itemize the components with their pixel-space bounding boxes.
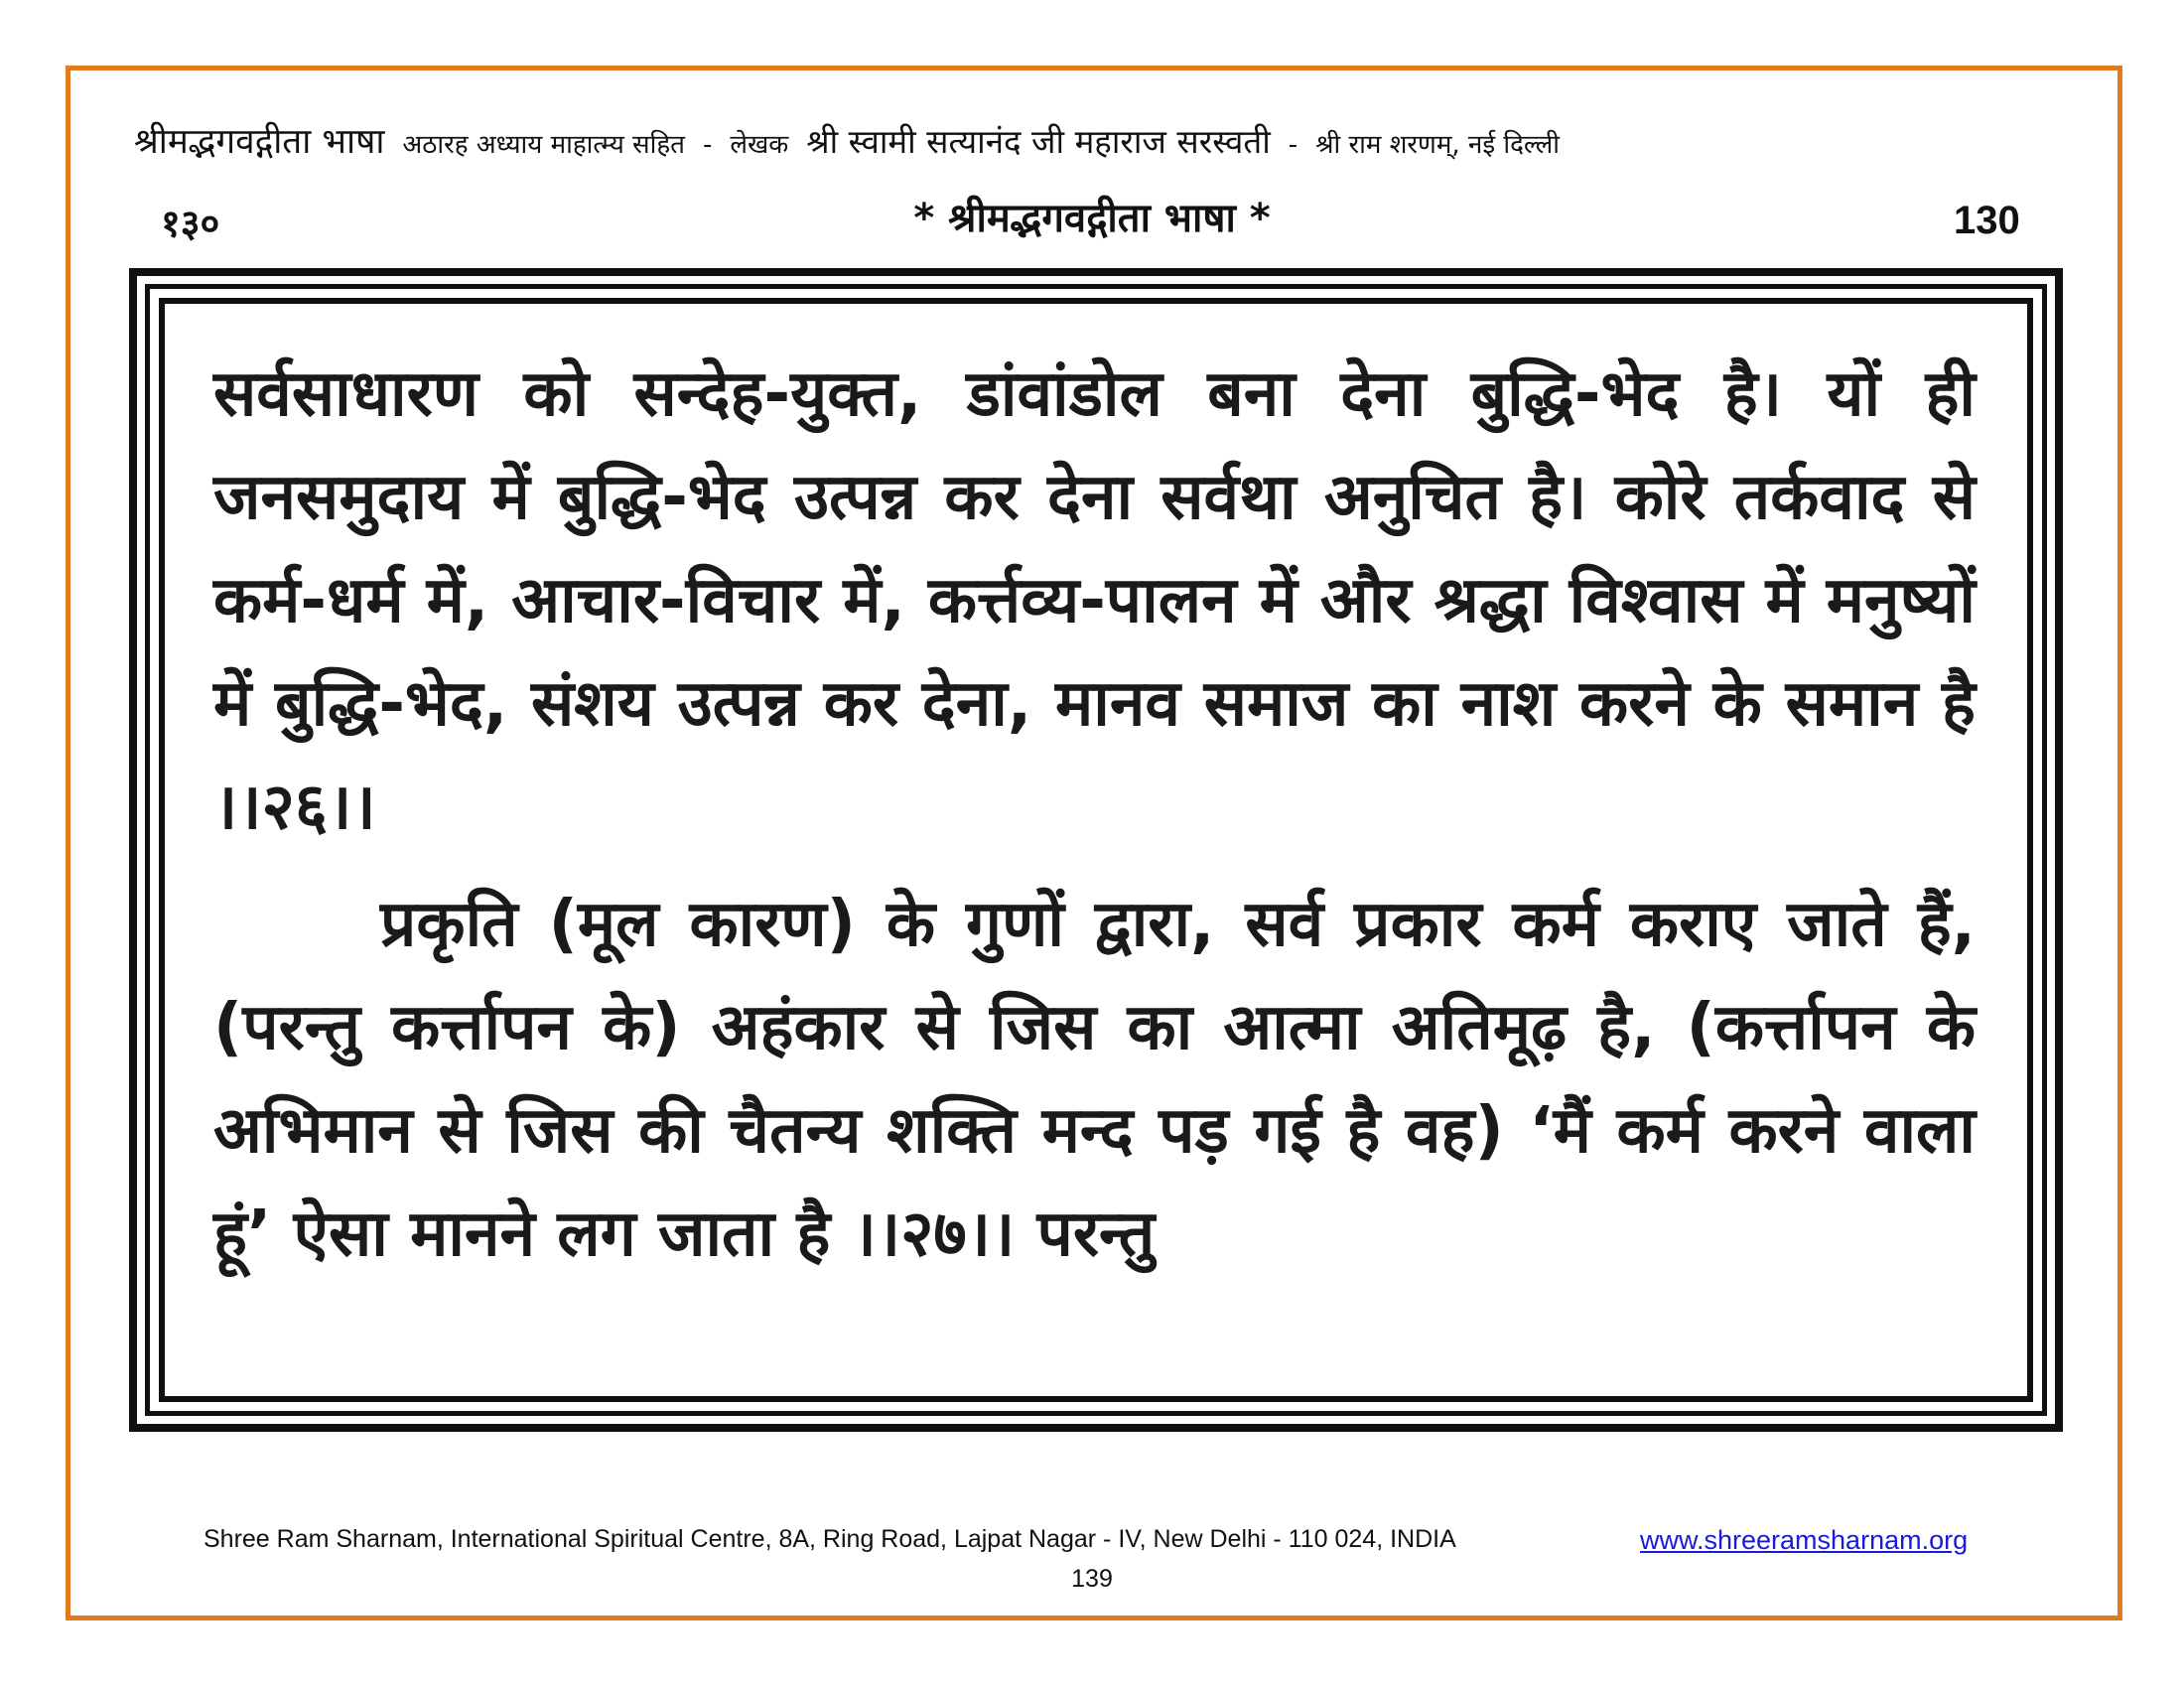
paragraph-verse-26: सर्वसाधारण को सन्देह-युक्त, डांवांडोल बना देना बुद्धि-भेद है। यों ही जनसमुदाय में बुद्धि-भेद उत्पन्न कर देना सर्वथा अनुचित है। कोरे तर्कवाद से कर्म-धर्म में, आचार-विचार में, कर्त्तव्य-पालन में और श्रद्धा विश्वास में मनुष्यों में बुद्धि-भेद, संशय उत्पन्न कर देना, मानव समाज का नाश करने के समान है ।।२६।।: [213, 357, 1976, 844]
website-link[interactable]: www.shreeramsharnam.org: [1640, 1525, 1969, 1555]
right-page-number: 130: [1954, 199, 2020, 242]
header-subtitle: अठारह अध्याय माहात्म्य सहित: [402, 130, 685, 160]
left-page-number: १३०: [161, 202, 220, 245]
paragraph-verse-27: प्रकृति (मूल कारण) के गुणों द्वारा, सर्व प्रकार कर्म कराए जाते हैं, (परन्तु कर्त्तापन के) अहंकार से जिस का आत्मा अतिमूढ़ है, (कर्त्तापन के अभिमान से जिस की चैतन्य शक्ति मन्द पड़ गई है वह) ‘मैं कर्म करने वाला हूं’ ऐसा मानने लग जाता है ।।२७।। परन्तु: [213, 888, 1976, 1271]
document-header: [134, 117, 2080, 167]
running-title: * श्रीमद्भगवद्गीता भाषा *: [913, 196, 1271, 241]
header-author: श्री स्वामी सत्यानंद जी महाराज सरस्वती: [806, 122, 1271, 161]
footer-page-number: 139: [1071, 1565, 1113, 1593]
header-publisher: श्री राम शरणम्, नई दिल्ली: [1315, 130, 1561, 160]
header-separator: -: [702, 130, 713, 160]
footer-address: Shree Ram Sharnam, International Spiritual Centre, 8A, Ring Road, Lajpat Nagar - IV, New Delhi - 110 024, INDIA: [204, 1525, 1456, 1553]
header-separator-2: -: [1288, 130, 1298, 160]
header-author-prefix: लेखक: [730, 130, 789, 160]
header-title: श्रीमद्भगवद्गीता भाषा: [134, 122, 385, 162]
verse-text-block: [213, 343, 1976, 1286]
